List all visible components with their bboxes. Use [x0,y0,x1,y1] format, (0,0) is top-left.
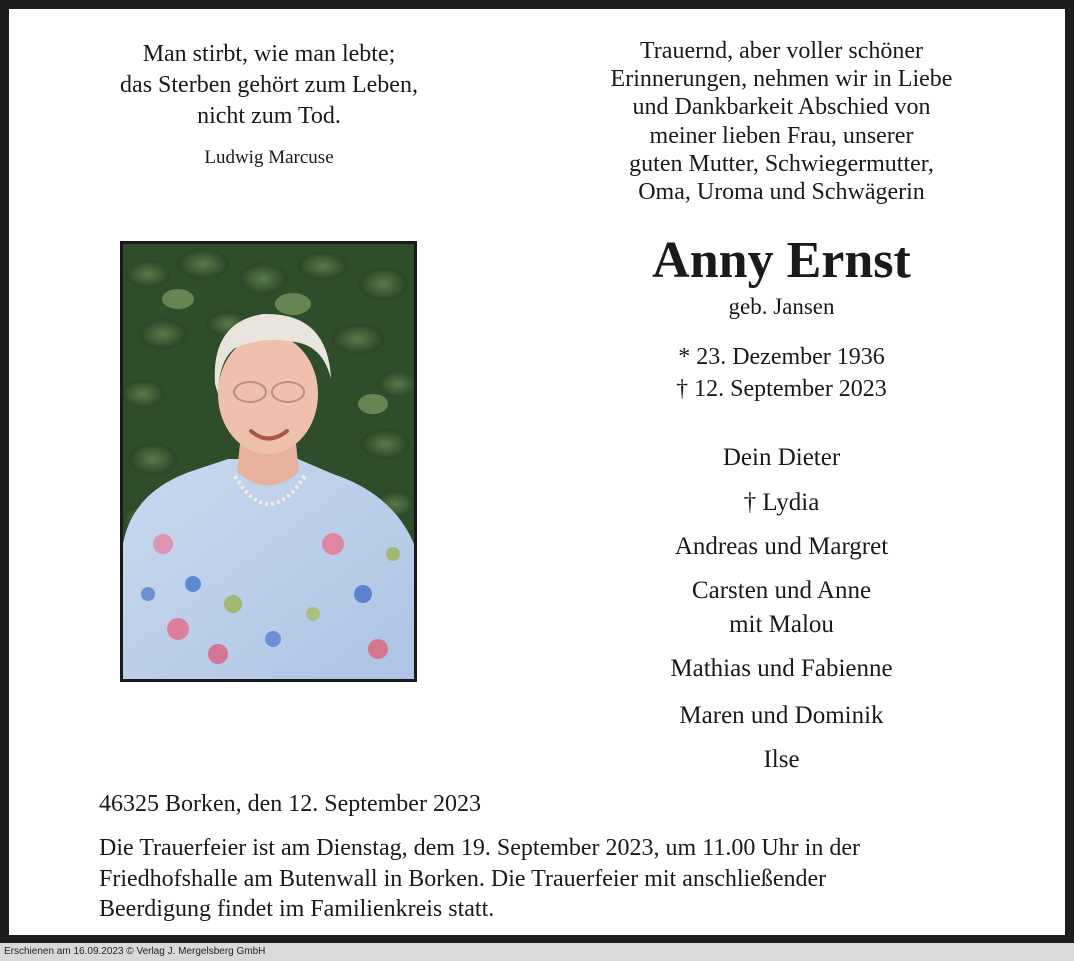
family-member: mit Malou [729,611,834,638]
publication-footer [0,943,1074,961]
notice-line: Die Trauerfeier ist am Dienstag, dem 19. September 2023, um 11.00 Uhr in der [99,835,860,861]
funeral-notice [99,833,999,925]
intro-text [549,37,1014,206]
place-date: 46325 Borken, den 12. September 2023 [99,791,481,817]
family-member: Dein Dieter [722,444,841,471]
intro-line: Oma, Uroma und Schwägerin [638,179,925,206]
intro-line: Erinnerungen, nehmen wir in Liebe [610,66,953,93]
portrait-illustration [123,244,414,679]
family-member: Mathias und Fabienne [670,655,893,682]
quote [69,39,469,132]
portrait-photo [120,241,417,682]
quote-line: Man stirbt, wie man lebte; [142,41,396,67]
footer-text: Erschienen am 16.09.2023 © Verlag J. Mergelsberg GmbH [4,946,266,957]
intro-line: Trauernd, aber voller schöner [639,38,924,64]
quote-author: Ludwig Marcuse [204,147,334,168]
deceased-name: Anny Ernst [652,232,911,289]
quote-line: das Sterben gehört zum Leben, [120,72,418,98]
family-member: Carsten und Anne [691,577,872,604]
family-member: Andreas und Margret [674,533,889,560]
family-member: † Lydia [743,489,820,516]
life-dates [549,341,1014,405]
intro-line: meiner lieben Frau, unserer [649,122,914,149]
birth-date: * 23. Dezember 1936 [678,344,885,370]
notice-line: Friedhofshalle am Butenwall in Borken. Die Trauerfeier mit anschließender [99,865,827,892]
family-member: Maren und Dominik [679,702,884,729]
death-date: † 12. September 2023 [676,376,887,402]
intro-line: und Dankbarkeit Abschied von [632,94,931,121]
family-member: Ilse [763,746,800,773]
notice-line: Beerdigung findet im Familienkreis statt. [99,896,495,922]
quote-line: nicht zum Tod. [197,103,341,129]
maiden-name: geb. Jansen [728,294,835,319]
intro-line: guten Mutter, Schwiegermutter, [629,150,934,177]
